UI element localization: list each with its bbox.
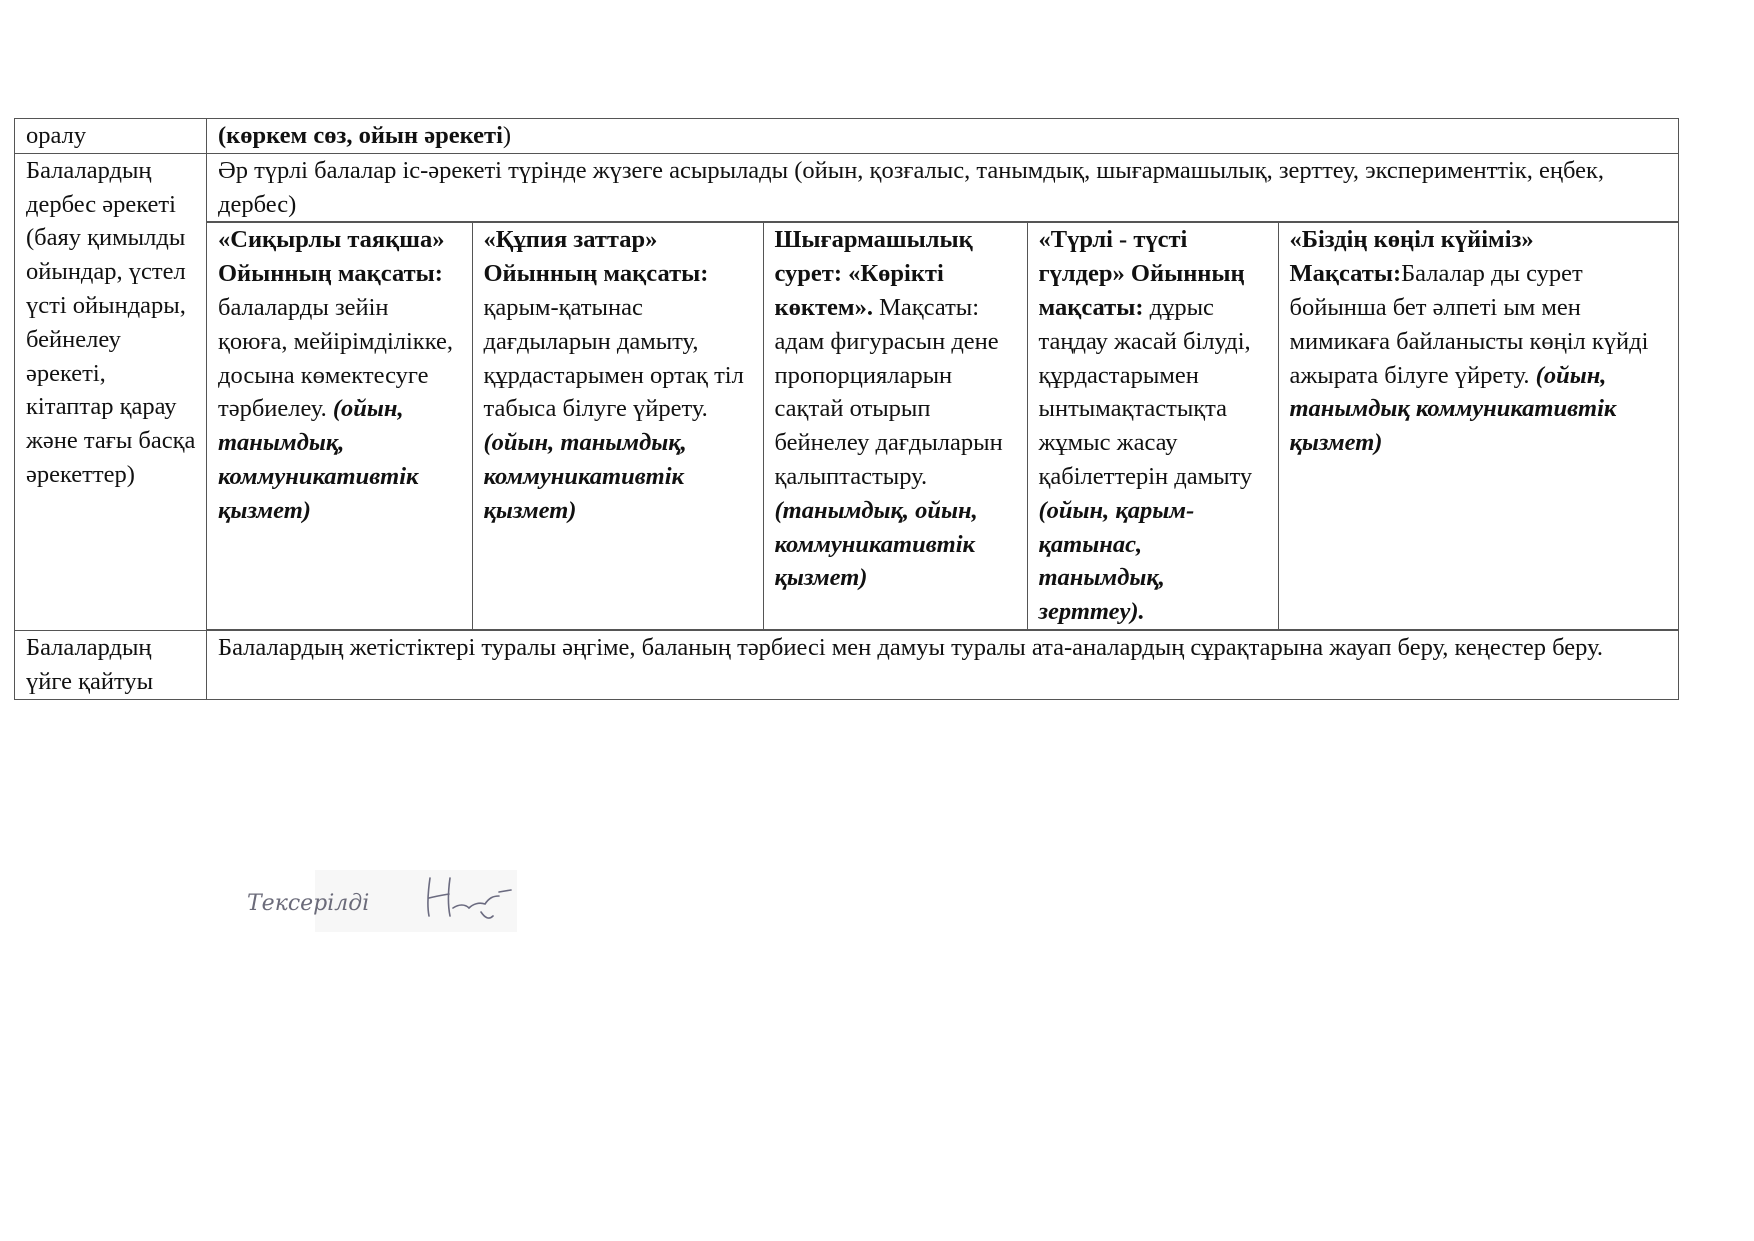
activity-title: «Түрлі - түсті гүлдер» Ойынның мақсаты: — [1038, 226, 1245, 321]
activity-tags: (ойын, қарым-қатынас, танымдық, зерттеу). — [1038, 496, 1195, 626]
activity-text: дұрыс таңдау жасай білуді, құрдастарымен ынтымақтастықта жұмыс жасау қабілеттерін дамыту — [1038, 293, 1253, 490]
activity-text: қарым-қатынас дағдыларын дамыту, құрдастарымен ортақ тіл табыса білуге үйрету. — [483, 293, 744, 423]
row-label-text: Балалардың дербес әрекеті (баяу қимылды ойындар, үстел үсті ойындары, бейнелеу әрекеті, кітаптар қарау және тағы басқа әрекеттер) — [26, 156, 196, 488]
document-page — [14, 118, 1679, 700]
activity-types-bold: (көркем сөз, ойын әрекеті — [218, 122, 503, 149]
checked-signature-stamp — [245, 868, 525, 938]
parents-conversation-text: Балалардың жетістіктері туралы әңгіме, баланың тәрбиесі мен дамуы туралы ата-аналардың сұрақтарына жауап беру, кеңестер беру. — [218, 633, 1604, 661]
table-row-returning — [15, 119, 1679, 154]
activity-card-our-mood — [1278, 223, 1678, 630]
table-row-going-home — [15, 630, 1679, 699]
activity-tags: (танымдық, ойын, коммуникативтік қызмет) — [774, 496, 978, 592]
activity-card-secret-objects — [472, 223, 763, 630]
activity-text: Мақсаты: адам фигурасын дене пропорцияларын сақтай отырып бейнелеу дағдыларын қалыптастыру. — [774, 293, 1003, 490]
activity-card-magic-wand — [207, 223, 472, 630]
activity-title: Шығармашылық сурет: «Көрікті көктем». — [774, 226, 973, 321]
activity-tags: (ойын, танымдық, коммуникативтік қызмет) — [483, 429, 687, 524]
activity-title: «Сиқырлы таяқша» Ойынның мақсаты: — [218, 226, 445, 288]
activity-tags: (ойын, танымдық коммуникативтік қызмет) — [1289, 361, 1617, 457]
row-label-text: оралу — [26, 122, 87, 149]
activity-title: «Құпия заттар» Ойынның мақсаты: — [483, 226, 709, 288]
schedule-table — [14, 118, 1679, 700]
row-label — [15, 119, 207, 154]
activity-text: балаларды зейін қоюға, мейірімділікке, досына көмектесуге тәрбиелеу. — [218, 293, 453, 423]
row-content — [207, 119, 1679, 154]
handwritten-signature-icon — [245, 868, 525, 938]
row-content — [207, 630, 1679, 699]
activity-tags: (ойын, танымдық, коммуникативтік қызмет) — [218, 395, 419, 524]
activity-card-colored-flowers — [1027, 223, 1278, 630]
signature-checked-text: Тексерілді — [247, 891, 370, 916]
activity-card-creative-drawing — [763, 223, 1027, 630]
activity-columns — [207, 222, 1678, 630]
activity-text: Балалар ды сурет бойынша бет әлпеті ым мен мимикаға байланысты көңіл күйді ажырата білуге үйрету. — [1289, 260, 1649, 389]
row-content — [207, 153, 1679, 630]
activity-types-tail: ) — [502, 122, 512, 149]
row-label — [15, 630, 207, 699]
activity-title: «Біздің көңіл күйіміз» Мақсаты: — [1289, 226, 1534, 288]
row-label — [15, 153, 207, 630]
activity-intro: Әр түрлі балалар іс-әрекеті түрінде жүзеге асырылады (ойын, қозғалыс, танымдық, шығармашылық, зерттеу, эксперименттік, еңбек, дербес) — [207, 154, 1678, 223]
row-label-text: Балалардың үйге қайтуы — [26, 633, 154, 695]
table-row-independent-activity — [15, 153, 1679, 630]
